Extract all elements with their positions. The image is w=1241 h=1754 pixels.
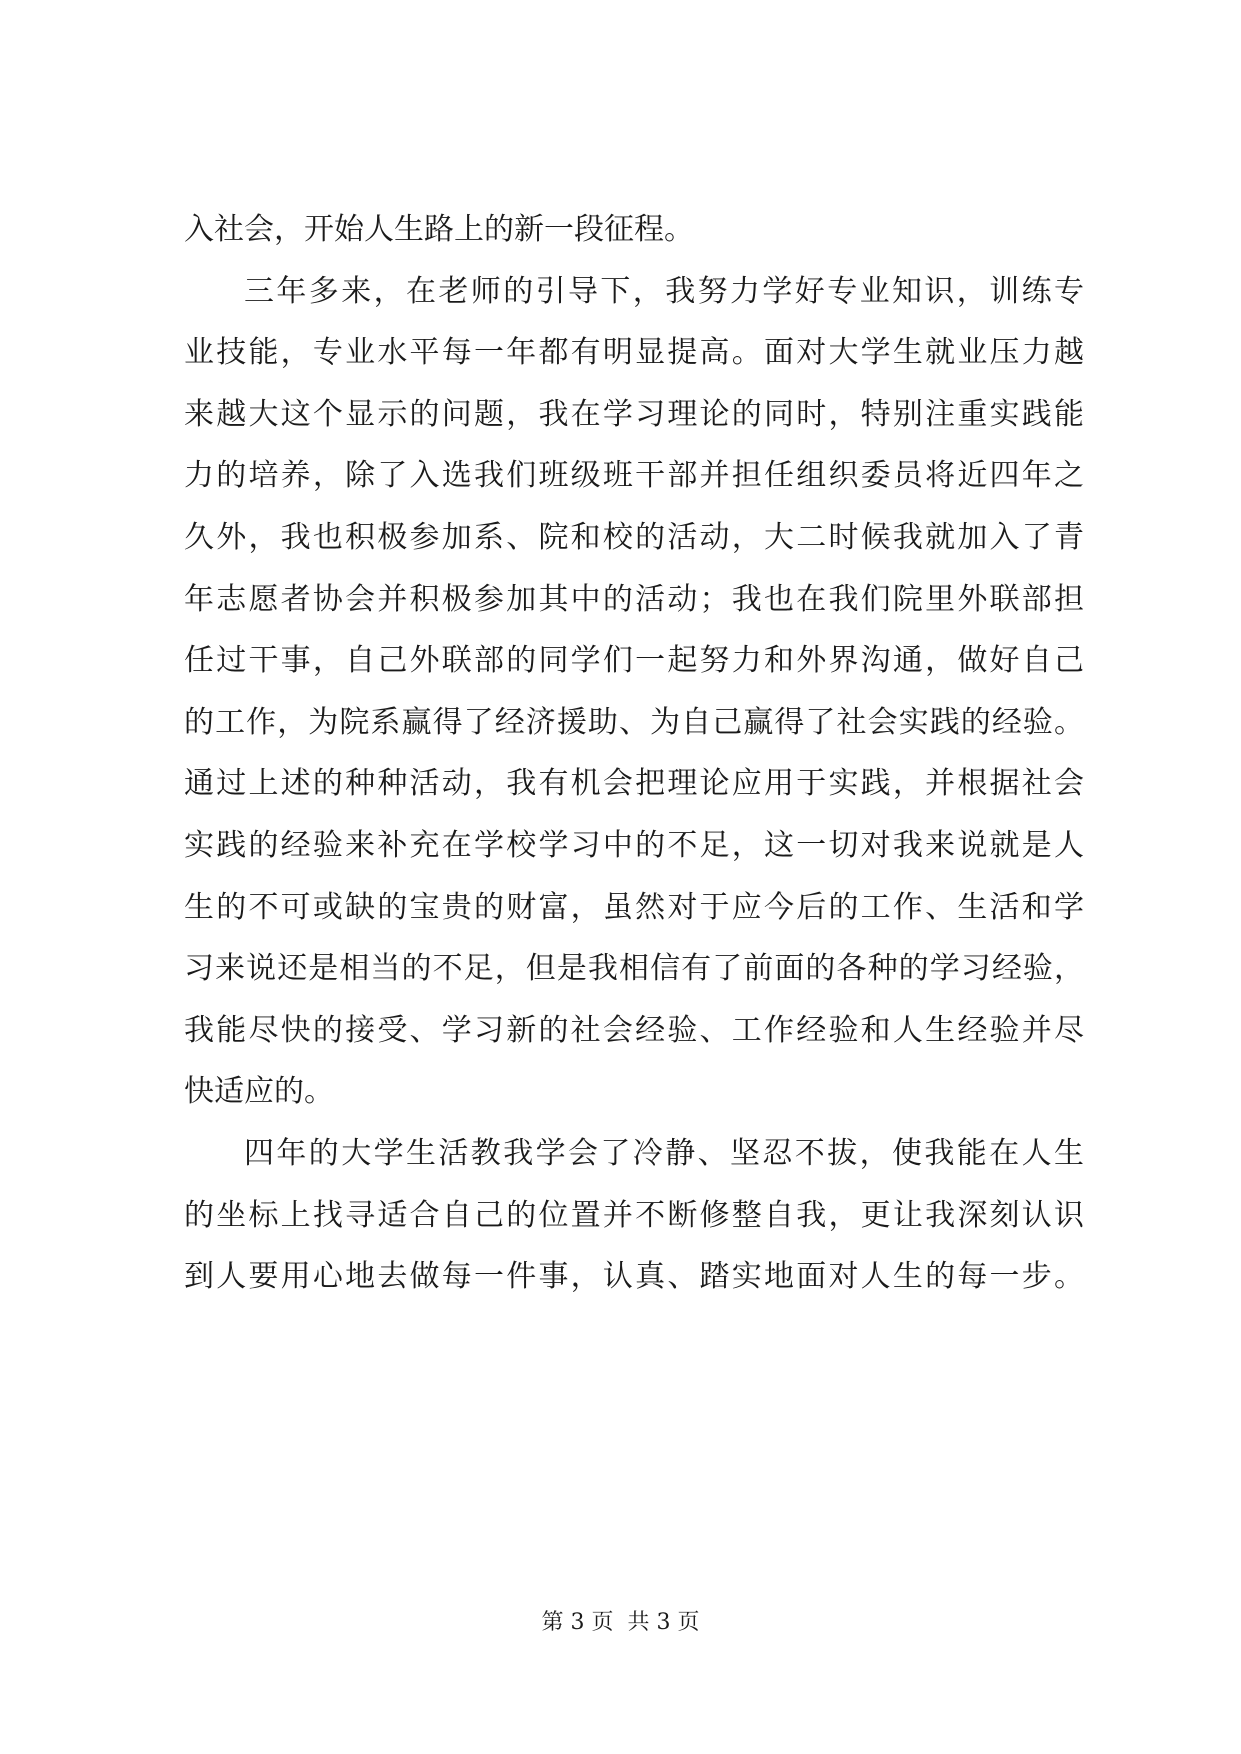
text-line: 来越大这个显示的问题，我在学习理论的同时，特别注重实践能 [184,396,1084,432]
text-line: 业技能，专业水平每一年都有明显提高。面对大学生就业压力越 [184,335,1084,371]
text-line: 通过上述的种种活动，我有机会把理论应用于实践，并根据社会 [184,766,1084,802]
text-line: 三年多来，在老师的引导下，我努力学好专业知识，训练专 [244,273,1084,309]
page-footer [0,1605,1241,1636]
page-number-label: 第 3 页 共 3 页 [541,1610,700,1635]
text-line: 入社会，开始人生路上的新一段征程。 [184,212,694,247]
text-line: 习来说还是相当的不足，但是我相信有了前面的各种的学习经验， [184,951,1084,987]
text-line: 生的不可或缺的宝贵的财富，虽然对于应今后的工作、生活和学 [184,889,1084,925]
text-line: 年志愿者协会并积极参加其中的活动；我也在我们院里外联部担 [184,581,1084,617]
text-line: 任过干事，自己外联部的同学们一起努力和外界沟通，做好自己 [184,643,1084,679]
text-line: 快适应的。 [184,1074,334,1110]
text-line: 四年的大学生活教我学会了冷静、坚忍不拔，使我能在人生 [244,1135,1084,1171]
text-line: 我能尽快的接受、学习新的社会经验、工作经验和人生经验并尽 [184,1012,1084,1048]
text-line: 到人要用心地去做每一件事，认真、踏实地面对人生的每一步。 [184,1259,1084,1295]
document-body [184,210,1084,1319]
text-line: 的坐标上找寻适合自己的位置并不断修整自我，更让我深刻认识 [184,1197,1084,1233]
text-line: 实践的经验来补充在学校学习中的不足，这一切对我来说就是人 [184,827,1084,863]
text-line: 力的培养，除了入选我们班级班干部并担任组织委员将近四年之 [184,458,1084,494]
text-line: 久外，我也积极参加系、院和校的活动，大二时候我就加入了青 [184,519,1084,555]
text-line: 的工作，为院系赢得了经济援助、为自己赢得了社会实践的经验。 [184,704,1084,740]
